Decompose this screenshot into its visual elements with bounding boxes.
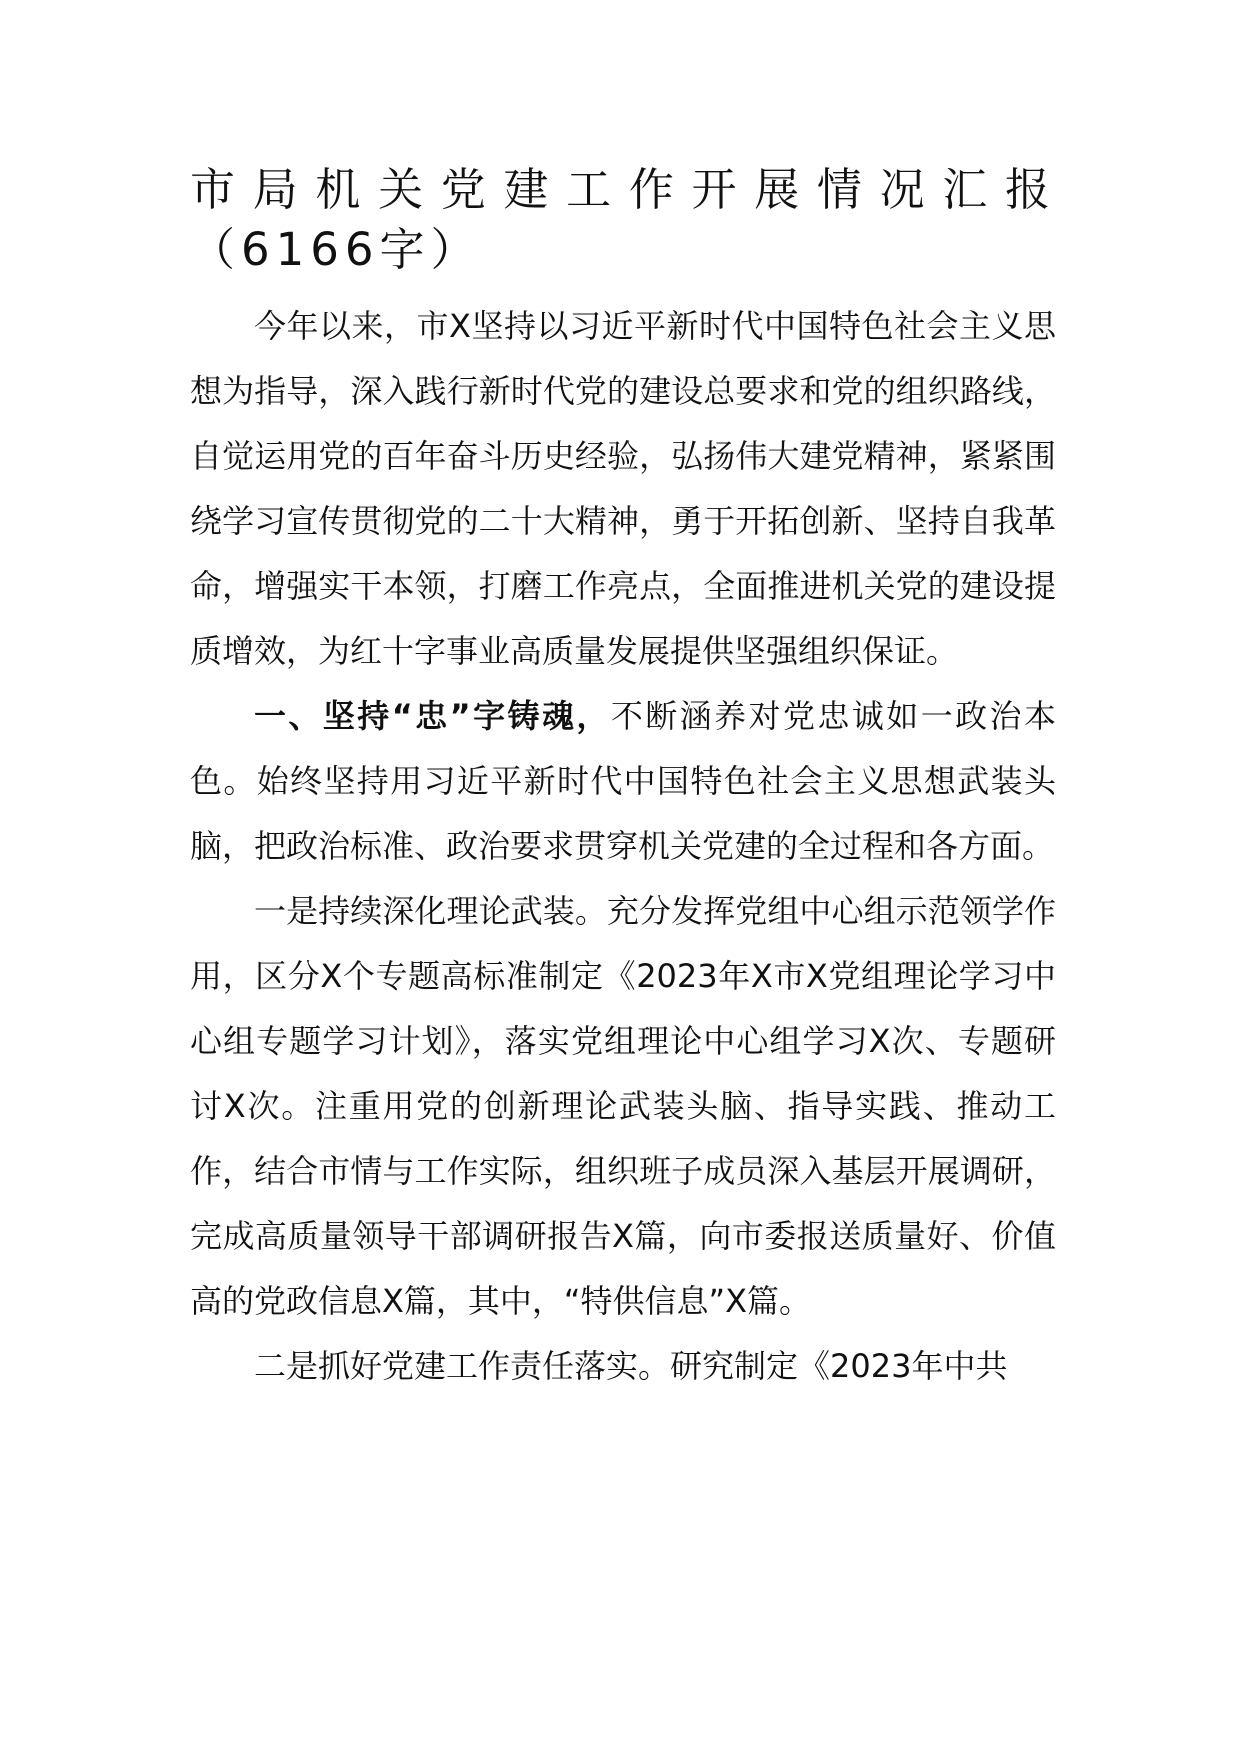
intro-paragraph-text: 今年以来，市X坚持以习近平新时代中国特色社会主义思想为指导，深入践行新时代党的建设总要求和党的组织路线，自觉运用党的百年奋斗历史经验，弘扬伟大建党精神，紧紧围绕学习宣传贯彻党的二十大精神，勇于开拓创新、坚持自我革命，增强实干本领，打磨工作亮点，全面推进机关党的建设提质增效，为红十字事业高质量发展提供坚强组织保证。	[190, 307, 1056, 670]
item-one-paragraph	[190, 879, 1056, 1334]
document-title: 市局机关党建工作开展情况汇报（6166字）	[190, 163, 1056, 276]
item-one-text: 一是持续深化理论武装。充分发挥党组中心组示范领学作用，区分X个专题高标准制定《2023年X市X党组理论学习中心组专题学习计划》，落实党组理论中心组学习X次、专题研讨X次。注重用党的创新理论武装头脑、指导实践、推动工作，结合市情与工作实际，组织班子成员深入基层开展调研，完成高质量领导干部调研报告X篇，向市委报送质量好、价值高的党政信息X篇，其中，“特供信息”X篇。	[190, 892, 1056, 1320]
document-page	[190, 160, 1056, 1399]
section-one-text: 不断涵养对党忠诚如一政治本色。始终坚持用习近平新时代中国特色社会主义思想武装头脑，把政治标准、政治要求贯穿机关党建的全过程和各方面。	[190, 697, 1056, 865]
item-two-text: 二是抓好党建工作责任落实。研究制定《2023年中共	[254, 1347, 1008, 1385]
section-one-heading: 一、坚持“忠”字铸魂，	[254, 697, 611, 735]
section-one-paragraph	[190, 684, 1056, 879]
intro-paragraph	[190, 294, 1056, 684]
item-two-paragraph	[190, 1334, 1056, 1399]
